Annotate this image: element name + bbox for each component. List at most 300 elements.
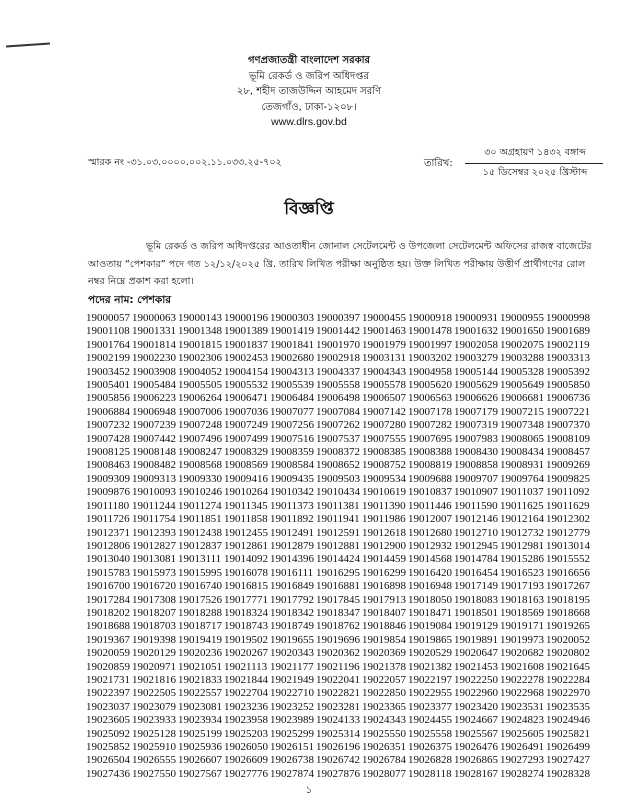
roll-number: 19008463 xyxy=(86,459,130,472)
roll-number: 19022397 xyxy=(86,687,130,700)
roll-number: 19008931 xyxy=(500,459,544,472)
roll-number: 19018688 xyxy=(86,620,130,633)
website: www.dlrs.gov.bd xyxy=(271,116,347,128)
roll-number: 19018749 xyxy=(270,620,314,633)
roll-number: 19022968 xyxy=(500,687,544,700)
roll-number: 19026504 xyxy=(86,754,130,767)
roll-number: 19003908 xyxy=(132,365,176,378)
roll-number: 19007179 xyxy=(454,405,498,418)
roll-number: 19026375 xyxy=(408,741,452,753)
roll-number: 19011754 xyxy=(132,513,176,526)
roll-number: 19019502 xyxy=(224,633,268,646)
roll-number: 19007555 xyxy=(362,432,406,445)
roll-number: 19020343 xyxy=(270,647,314,660)
roll-number: 19010837 xyxy=(408,486,452,499)
roll-number: 19009876 xyxy=(86,486,130,499)
roll-number: 19019655 xyxy=(270,633,314,646)
roll-number: 19026738 xyxy=(270,754,314,767)
roll-number: 19006507 xyxy=(362,392,406,405)
roll-number: 19007348 xyxy=(500,419,544,432)
roll-number: 19016295 xyxy=(316,566,360,579)
roll-number: 19007280 xyxy=(362,419,406,432)
roll-number: 19024133 xyxy=(316,714,360,727)
roll-number: 19005539 xyxy=(270,379,314,392)
roll-number: 19018202 xyxy=(86,606,130,619)
roll-number: 19005401 xyxy=(86,379,130,392)
roll-number: 19003452 xyxy=(86,365,130,378)
roll-number: 19019696 xyxy=(316,633,360,646)
roll-number: 19024823 xyxy=(500,714,544,727)
roll-number: 19026476 xyxy=(454,741,498,753)
roll-number: 19021608 xyxy=(500,660,544,673)
roll-number: 19011244 xyxy=(132,499,176,512)
roll-number: 19006563 xyxy=(408,392,452,405)
roll-number: 19023377 xyxy=(408,700,452,713)
roll-number: 19012007 xyxy=(408,513,452,526)
roll-number: 19016111 xyxy=(270,566,314,579)
roll-number: 19022284 xyxy=(546,673,590,686)
roll-number: 19009688 xyxy=(408,472,452,485)
roll-number: 19004313 xyxy=(270,365,314,378)
roll-number: 19023934 xyxy=(178,714,222,727)
roll-number: 19027436 xyxy=(86,767,130,780)
roll-number: 19005620 xyxy=(408,379,452,392)
roll-number: 19007428 xyxy=(86,432,130,445)
roll-number: 19018501 xyxy=(454,606,498,619)
roll-number: 19014568 xyxy=(408,553,452,566)
roll-number: 19018207 xyxy=(132,606,176,619)
roll-number: 19027550 xyxy=(132,767,176,780)
roll-number: 19023933 xyxy=(132,714,176,727)
roll-number: 19001348 xyxy=(178,325,222,338)
roll-number: 19025092 xyxy=(86,727,130,740)
roll-number: 19003131 xyxy=(362,352,406,365)
roll-number: 19018717 xyxy=(178,620,222,633)
roll-number: 19020682 xyxy=(500,647,544,660)
date-divider xyxy=(465,163,603,164)
roll-number: 19015995 xyxy=(178,566,222,579)
roll-number: 19022197 xyxy=(408,673,452,686)
roll-number: 19001815 xyxy=(178,338,222,351)
roll-number: 19011180 xyxy=(86,499,130,512)
roll-number: 19022057 xyxy=(362,673,406,686)
roll-number-table xyxy=(86,312,592,781)
roll-number: 19013014 xyxy=(546,539,590,552)
roll-number: 19013081 xyxy=(132,553,176,566)
roll-number: 19021833 xyxy=(178,673,222,686)
roll-number: 19000196 xyxy=(224,312,268,324)
roll-number: 19017284 xyxy=(86,593,130,606)
roll-number: 19018163 xyxy=(500,593,544,606)
roll-number: 19023605 xyxy=(86,714,130,727)
roll-number: 19001442 xyxy=(316,325,360,338)
roll-number: 19019129 xyxy=(454,620,498,633)
roll-number: 19007248 xyxy=(178,419,222,432)
date-english: ১৫ ডিসেম্বর ২০২৫ খ্রিস্টাব্দ xyxy=(482,167,588,178)
roll-number: 19021113 xyxy=(224,660,268,673)
roll-number: 19001331 xyxy=(132,325,176,338)
roll-number: 19002680 xyxy=(270,352,314,365)
roll-number: 19023531 xyxy=(500,700,544,713)
roll-number: 19006223 xyxy=(132,392,176,405)
roll-number: 19022557 xyxy=(178,687,222,700)
roll-number: 19004052 xyxy=(178,365,222,378)
roll-number: 19005484 xyxy=(132,379,176,392)
roll-number: 19008125 xyxy=(86,446,130,459)
roll-number: 19023365 xyxy=(362,700,406,713)
roll-number: 19011345 xyxy=(224,499,268,512)
roll-number: 19002199 xyxy=(86,352,130,365)
page-number: ১ xyxy=(305,785,313,796)
roll-number: 19003288 xyxy=(500,352,544,365)
roll-number: 19012879 xyxy=(270,539,314,552)
roll-number: 19023535 xyxy=(546,700,590,713)
roll-number: 19027427 xyxy=(546,754,590,767)
roll-number: 19026491 xyxy=(500,741,544,753)
roll-number: 19012680 xyxy=(408,526,452,539)
roll-number: 19023081 xyxy=(178,700,222,713)
roll-number: 19012900 xyxy=(362,539,406,552)
roll-number: 19022850 xyxy=(362,687,406,700)
roll-number: 19018407 xyxy=(362,606,406,619)
roll-number: 19000931 xyxy=(454,312,498,324)
roll-number: 19025567 xyxy=(454,727,498,740)
roll-number: 19008819 xyxy=(408,459,452,472)
roll-number: 19025128 xyxy=(132,727,176,740)
roll-number: 19026499 xyxy=(546,741,590,753)
roll-number: 19021816 xyxy=(132,673,176,686)
roll-number: 19023420 xyxy=(454,700,498,713)
roll-number: 19019865 xyxy=(408,633,452,646)
roll-number: 19020369 xyxy=(362,647,406,660)
roll-number: 19014784 xyxy=(454,553,498,566)
roll-number: 19009503 xyxy=(316,472,360,485)
roll-number: 19009764 xyxy=(500,472,544,485)
roll-number: 19019265 xyxy=(546,620,590,633)
roll-number: 19011274 xyxy=(178,499,222,512)
roll-number: 19011851 xyxy=(178,513,222,526)
roll-number: 19023079 xyxy=(132,700,176,713)
roll-number: 19026555 xyxy=(132,754,176,767)
roll-number: 19020059 xyxy=(86,647,130,660)
roll-number: 19012827 xyxy=(132,539,176,552)
roll-number: 19007537 xyxy=(316,432,360,445)
roll-number: 19008247 xyxy=(178,446,222,459)
roll-number: 19018288 xyxy=(178,606,222,619)
roll-number: 19018471 xyxy=(408,606,452,619)
roll-number: 19017771 xyxy=(224,593,268,606)
roll-number: 19003202 xyxy=(408,352,452,365)
roll-number: 19016420 xyxy=(408,566,452,579)
roll-number: 19028118 xyxy=(408,767,452,780)
roll-number: 19010093 xyxy=(132,486,176,499)
roll-number: 19018703 xyxy=(132,620,176,633)
roll-number: 19020859 xyxy=(86,660,130,673)
roll-number: 19008329 xyxy=(224,446,268,459)
roll-number: 19008372 xyxy=(316,446,360,459)
roll-number: 19007282 xyxy=(408,419,452,432)
roll-number: 19001478 xyxy=(408,325,452,338)
roll-number: 19005629 xyxy=(454,379,498,392)
roll-number: 19016454 xyxy=(454,566,498,579)
roll-number: 19008482 xyxy=(132,459,176,472)
roll-number: 19014459 xyxy=(362,553,406,566)
roll-number: 19019419 xyxy=(178,633,222,646)
roll-number: 19007215 xyxy=(500,405,544,418)
roll-number: 19000998 xyxy=(546,312,590,324)
roll-number: 19011092 xyxy=(546,486,590,499)
roll-number: 19028328 xyxy=(546,767,590,780)
roll-number: 19011941 xyxy=(316,513,360,526)
roll-number: 19021731 xyxy=(86,673,130,686)
roll-number: 19016740 xyxy=(178,580,222,593)
roll-number: 19018762 xyxy=(316,620,360,633)
roll-number: 19019973 xyxy=(500,633,544,646)
roll-number: 19027876 xyxy=(316,767,360,780)
roll-number: 19016523 xyxy=(500,566,544,579)
roll-number: 19018347 xyxy=(316,606,360,619)
roll-number: 19017267 xyxy=(546,580,590,593)
roll-number: 19001632 xyxy=(454,325,498,338)
roll-number: 19000397 xyxy=(316,312,360,324)
roll-number: 19008385 xyxy=(362,446,406,459)
roll-number: 19012732 xyxy=(500,526,544,539)
roll-number: 19008359 xyxy=(270,446,314,459)
roll-number: 19006884 xyxy=(86,405,130,418)
roll-number: 19001463 xyxy=(362,325,406,338)
roll-number: 19020802 xyxy=(546,647,590,660)
roll-number: 19005578 xyxy=(362,379,406,392)
roll-number: 19000063 xyxy=(132,312,176,324)
roll-number: 19006681 xyxy=(500,392,544,405)
roll-number: 19000955 xyxy=(500,312,544,324)
roll-number: 19023037 xyxy=(86,700,130,713)
roll-number: 19026196 xyxy=(316,741,360,753)
date-label: তারিখ: xyxy=(424,158,453,169)
roll-number: 19020052 xyxy=(546,633,590,646)
roll-number: 19007370 xyxy=(546,419,590,432)
roll-number: 19002230 xyxy=(132,352,176,365)
roll-number: 19012438 xyxy=(178,526,222,539)
roll-number: 19007036 xyxy=(224,405,268,418)
roll-number: 19023281 xyxy=(316,700,360,713)
roll-number: 19020529 xyxy=(408,647,452,660)
roll-number: 19008858 xyxy=(454,459,498,472)
roll-number: 19022041 xyxy=(316,673,360,686)
roll-number: 19000143 xyxy=(178,312,222,324)
roll-number: 19007516 xyxy=(270,432,314,445)
roll-number: 19012806 xyxy=(86,539,130,552)
roll-number: 19011858 xyxy=(224,513,268,526)
roll-number: 19026050 xyxy=(224,741,268,753)
roll-number: 19011373 xyxy=(270,499,314,512)
roll-number: 19009269 xyxy=(546,459,590,472)
roll-number: 19015286 xyxy=(500,553,544,566)
roll-number: 19023989 xyxy=(270,714,314,727)
roll-number: 19008457 xyxy=(546,446,590,459)
roll-number: 19015783 xyxy=(86,566,130,579)
roll-number: 19005532 xyxy=(224,379,268,392)
roll-number: 19022505 xyxy=(132,687,176,700)
roll-number: 19015552 xyxy=(546,553,590,566)
roll-number: 19011629 xyxy=(546,499,590,512)
roll-number: 19006264 xyxy=(178,392,222,405)
roll-number: 19028167 xyxy=(454,767,498,780)
roll-number: 19007084 xyxy=(316,405,360,418)
roll-number: 19027567 xyxy=(178,767,222,780)
roll-number: 19011390 xyxy=(362,499,406,512)
roll-number: 19018083 xyxy=(454,593,498,606)
roll-number: 19026784 xyxy=(362,754,406,767)
memo-number: স্মারক নং -৩১.০৩.০০০০.০০২.১১.০৩৩.২৫-৭০২ xyxy=(88,157,282,168)
roll-number: 19005649 xyxy=(500,379,544,392)
roll-number: 19008148 xyxy=(132,446,176,459)
roll-number: 19026351 xyxy=(362,741,406,753)
roll-number: 19005850 xyxy=(546,379,590,392)
roll-number: 19001764 xyxy=(86,338,130,351)
government-name: গণপ্রজাতন্ত্রী বাংলাদেশ সরকার xyxy=(248,55,370,66)
roll-number: 19002306 xyxy=(178,352,222,365)
roll-number: 19020362 xyxy=(316,647,360,660)
notice-paragraph xyxy=(88,238,593,291)
roll-number: 19006484 xyxy=(270,392,314,405)
roll-number: 19024455 xyxy=(408,714,452,727)
roll-number: 19012146 xyxy=(454,513,498,526)
roll-number: 19002918 xyxy=(316,352,360,365)
roll-number: 19007442 xyxy=(132,432,176,445)
roll-number: 19026865 xyxy=(454,754,498,767)
roll-number: 19022278 xyxy=(500,673,544,686)
roll-number: 19018743 xyxy=(224,620,268,633)
roll-number: 19001970 xyxy=(316,338,360,351)
roll-number: 19011986 xyxy=(362,513,406,526)
notice-text: ভূমি রেকর্ড ও জরিপ অধিদপ্তরের আওতাধীন জোনাল সেটেলমেন্ট ও উপজেলা সেটেলমেন্ট অফিসের রাজস্ব বাজেটের আওতায় “পেশকার” পদে গত ১২/১২/২০২৫ খ্রি. তারিখ লিখিত পরীক্ষা অনুষ্ঠিত হয়। উক্ত লিখিত পরীক্ষায় উত্তীর্ণ প্রার্থীগণের রোল নম্বর নিম্নে প্রকাশ করা হলো। xyxy=(88,241,592,287)
roll-number: 19008388 xyxy=(408,446,452,459)
roll-number: 19002453 xyxy=(224,352,268,365)
roll-number: 19021844 xyxy=(224,673,268,686)
roll-number: 19010619 xyxy=(362,486,406,499)
roll-number: 19006736 xyxy=(546,392,590,405)
roll-number: 19018050 xyxy=(408,593,452,606)
roll-number: 19016881 xyxy=(316,580,360,593)
roll-number: 19016700 xyxy=(86,580,130,593)
roll-number: 19001389 xyxy=(224,325,268,338)
roll-number: 19010342 xyxy=(270,486,314,499)
roll-number: 19007142 xyxy=(362,405,406,418)
roll-number: 19019854 xyxy=(362,633,406,646)
roll-number: 19007319 xyxy=(454,419,498,432)
roll-number: 19001837 xyxy=(224,338,268,351)
roll-number: 19012618 xyxy=(362,526,406,539)
roll-number: 19012455 xyxy=(224,526,268,539)
roll-number: 19018668 xyxy=(546,606,590,619)
roll-number: 19020236 xyxy=(178,647,222,660)
roll-number: 19009825 xyxy=(546,472,590,485)
roll-number: 19011446 xyxy=(408,499,452,512)
roll-number: 19008434 xyxy=(500,446,544,459)
roll-number: 19012302 xyxy=(546,513,590,526)
roll-number: 19008430 xyxy=(454,446,498,459)
roll-number: 19001689 xyxy=(546,325,590,338)
roll-number: 19019398 xyxy=(132,633,176,646)
roll-number: 19008584 xyxy=(270,459,314,472)
pen-mark xyxy=(6,42,50,47)
roll-number: 19005392 xyxy=(546,365,590,378)
roll-number: 19012371 xyxy=(86,526,130,539)
roll-number: 19004154 xyxy=(224,365,268,378)
roll-number: 19011037 xyxy=(500,486,544,499)
roll-number: 19028077 xyxy=(362,767,406,780)
roll-number: 19010434 xyxy=(316,486,360,499)
roll-number: 19026742 xyxy=(316,754,360,767)
roll-number: 19002119 xyxy=(546,338,590,351)
roll-number: 19008752 xyxy=(362,459,406,472)
roll-number: 19017193 xyxy=(500,580,544,593)
roll-number: 19007077 xyxy=(270,405,314,418)
roll-number: 19008109 xyxy=(546,432,590,445)
roll-number: 19016815 xyxy=(224,580,268,593)
notice-title: বিজ্ঞপ্তি xyxy=(284,199,334,219)
roll-number: 19025199 xyxy=(178,727,222,740)
roll-number: 19012164 xyxy=(500,513,544,526)
roll-number: 19022955 xyxy=(408,687,452,700)
roll-number: 19005144 xyxy=(454,365,498,378)
roll-number: 19022704 xyxy=(224,687,268,700)
roll-number: 19016898 xyxy=(362,580,406,593)
roll-number: 19009534 xyxy=(362,472,406,485)
roll-number: 19007221 xyxy=(546,405,590,418)
roll-number: 19026151 xyxy=(270,741,314,753)
roll-number: 19020647 xyxy=(454,647,498,660)
roll-number: 19017792 xyxy=(270,593,314,606)
roll-number: 19024946 xyxy=(546,714,590,727)
roll-number: 19020267 xyxy=(224,647,268,660)
roll-number: 19021378 xyxy=(362,660,406,673)
roll-number: 19026828 xyxy=(408,754,452,767)
roll-number: 19018569 xyxy=(500,606,544,619)
roll-number: 19007499 xyxy=(224,432,268,445)
roll-number: 19020971 xyxy=(132,660,176,673)
roll-number: 19010264 xyxy=(224,486,268,499)
roll-number: 19023958 xyxy=(224,714,268,727)
roll-number: 19007262 xyxy=(316,419,360,432)
roll-number: 19027293 xyxy=(500,754,544,767)
roll-number: 19019891 xyxy=(454,633,498,646)
roll-number: 19025821 xyxy=(546,727,590,740)
roll-number: 19005328 xyxy=(500,365,544,378)
roll-number: 19025203 xyxy=(224,727,268,740)
roll-number: 19008652 xyxy=(316,459,360,472)
roll-number: 19021051 xyxy=(178,660,222,673)
roll-number: 19018324 xyxy=(224,606,268,619)
roll-number: 19014396 xyxy=(270,553,314,566)
roll-number: 19025605 xyxy=(500,727,544,740)
roll-number: 19007239 xyxy=(132,419,176,432)
roll-number: 19012861 xyxy=(224,539,268,552)
roll-number: 19016299 xyxy=(362,566,406,579)
roll-number: 19007178 xyxy=(408,405,452,418)
roll-number: 19008065 xyxy=(500,432,544,445)
roll-number: 19016720 xyxy=(132,580,176,593)
roll-number: 19007232 xyxy=(86,419,130,432)
roll-number: 19006498 xyxy=(316,392,360,405)
roll-number: 19000455 xyxy=(362,312,406,324)
roll-number: 19015973 xyxy=(132,566,176,579)
roll-number: 19025550 xyxy=(362,727,406,740)
address-line-2: তেজগাঁও, ঢাকা-১২০৮। xyxy=(261,101,357,113)
department-name: ভূমি রেকর্ড ও জরিপ অধিদপ্তর xyxy=(248,70,370,82)
roll-number: 19011892 xyxy=(270,513,314,526)
